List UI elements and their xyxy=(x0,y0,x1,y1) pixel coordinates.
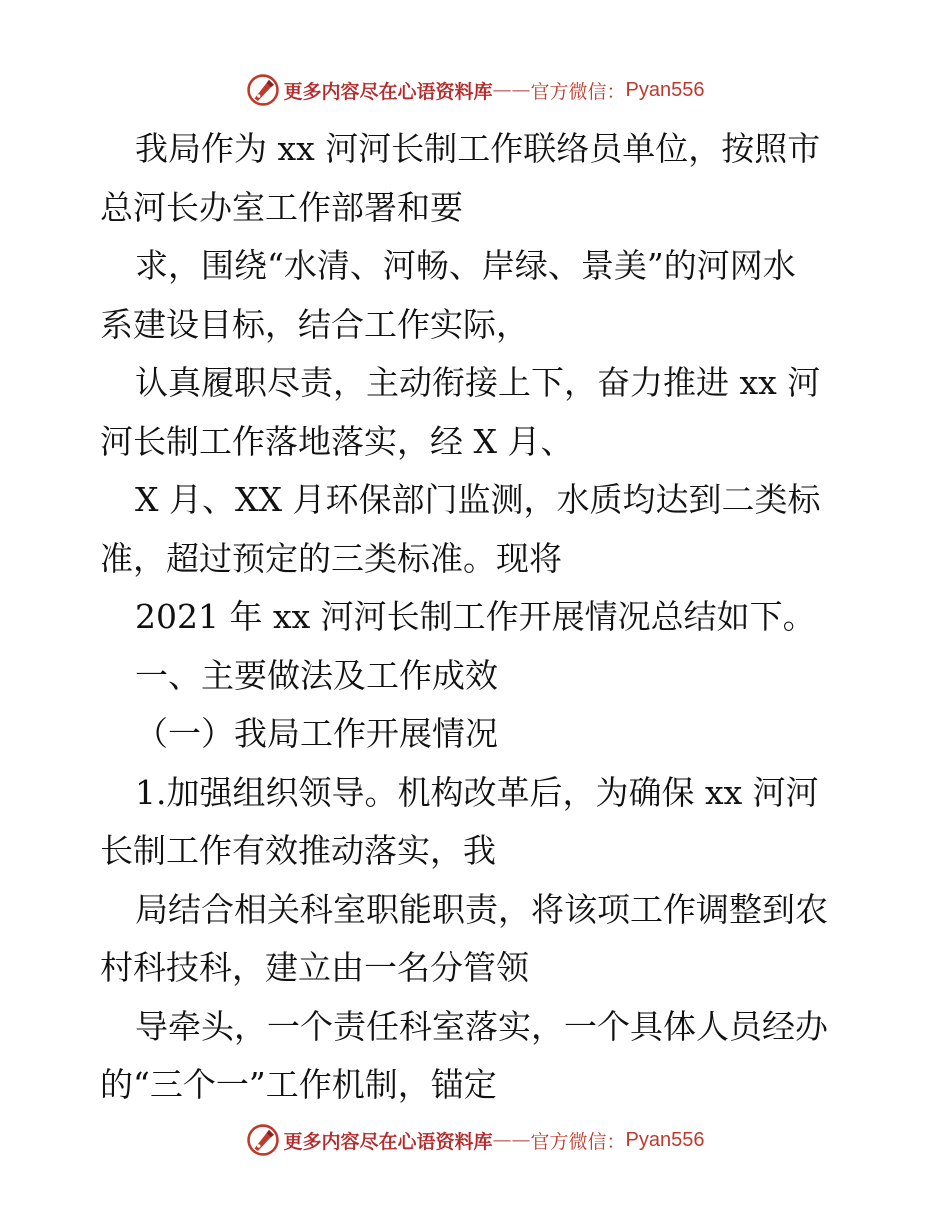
body-line: 1.加强组织领导。机构改革后，为确保 xx 河河 xyxy=(135,772,819,812)
banner-label: 官方微信： xyxy=(530,1130,626,1153)
banner-main-text: 更多内容尽在心语资料库 xyxy=(283,80,493,103)
body-line: 系建设目标，结合工作实际， xyxy=(100,304,529,344)
body-line: 的“三个一”工作机制，锚定 xyxy=(100,1065,497,1104)
watermark-banner-bottom xyxy=(0,1120,950,1160)
body-line: 局结合相关科室职能职责，将该项工作调整到农 xyxy=(135,889,828,929)
banner-wechat-id: Pyan556 xyxy=(625,1128,705,1151)
banner-separator: —— xyxy=(492,79,531,101)
watermark-banner-top xyxy=(0,70,950,110)
pen-logo-icon xyxy=(246,1123,280,1157)
banner-wechat-id: Pyan556 xyxy=(625,78,705,101)
body-line: 导牵头，一个责任科室落实，一个具体人员经办 xyxy=(135,1006,828,1046)
document-body xyxy=(100,120,860,1115)
body-line: 总河长办室工作部署和要 xyxy=(100,187,463,227)
body-line: 长制工作有效推动落实，我 xyxy=(100,831,496,870)
body-line: X 月、XX 月环保部门监测，水质均达到二类标 xyxy=(135,480,821,519)
banner-main-text: 更多内容尽在心语资料库 xyxy=(283,1130,493,1153)
body-line: 认真履职尽责，主动衔接上下，奋力推进 xx 河 xyxy=(135,363,821,402)
pen-logo-icon xyxy=(246,73,280,107)
banner-label: 官方微信： xyxy=(530,80,626,103)
body-line: 求，围绕“水清、河畅、岸绿、景美”的河网水 xyxy=(135,246,796,285)
section-heading: 一、主要做法及工作成效 xyxy=(135,655,498,695)
body-line: 准，超过预定的三类标准。现将 xyxy=(100,538,562,578)
body-line: 我局作为 xx 河河长制工作联络员单位，按照市 xyxy=(135,129,821,168)
body-line: 2021 年 xx 河河长制工作开展情况总结如下。 xyxy=(135,597,816,636)
subsection-heading: （一）我局工作开展情况 xyxy=(135,714,498,753)
banner-separator: —— xyxy=(492,1129,531,1151)
body-line: 村科技科，建立由一名分管领 xyxy=(100,948,529,987)
body-line: 河长制工作落地落实，经 X 月、 xyxy=(100,421,574,461)
